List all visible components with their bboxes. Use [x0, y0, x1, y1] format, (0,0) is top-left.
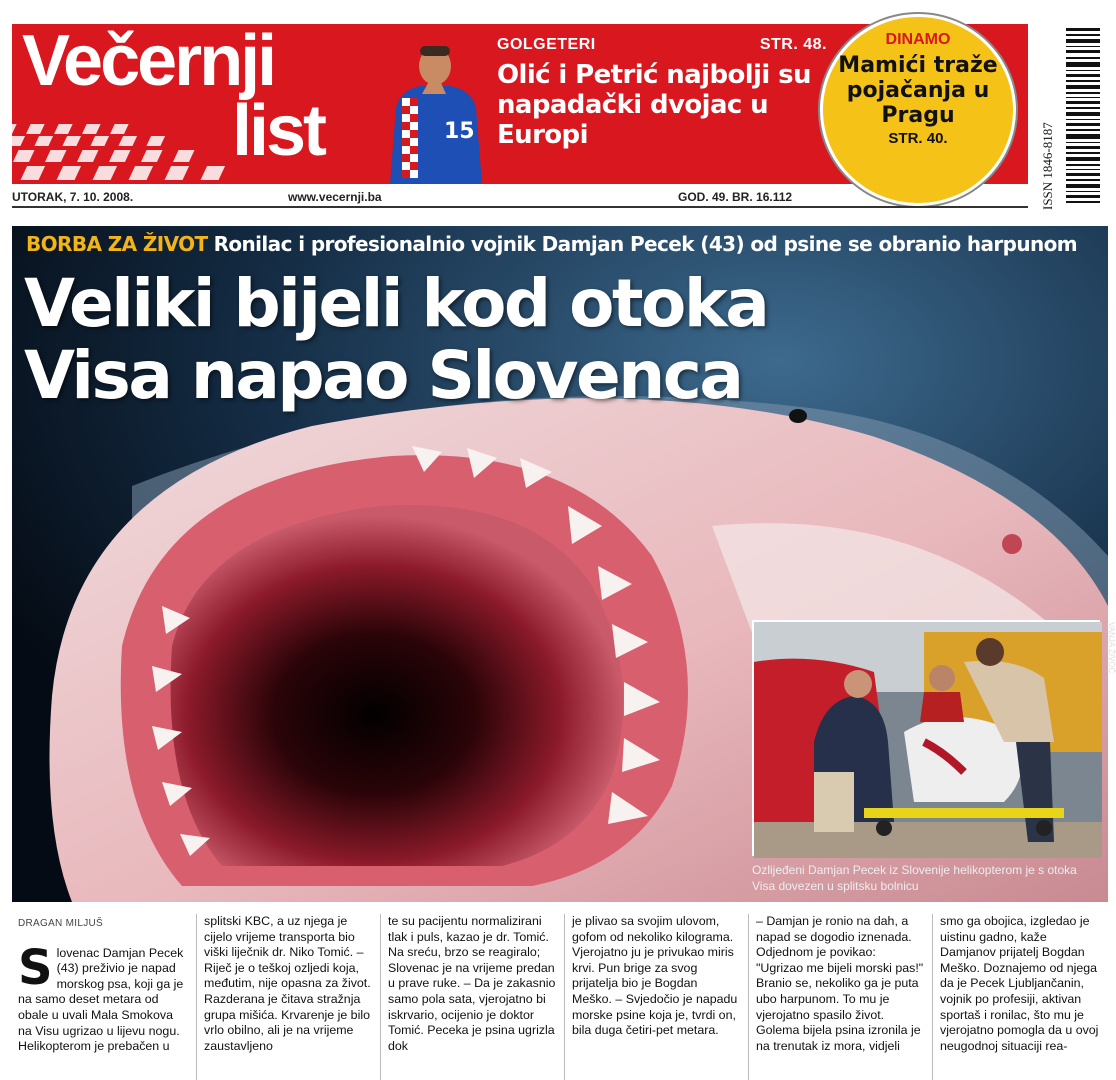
teaser-headline: Olić i Petrić najbolji su napadački dvojac u Europi [497, 60, 811, 150]
photo-caption: Ozlijeđeni Damjan Pecek iz Slovenije helikopterom je s otoka Visa dovezen u splitsku bolnicu [752, 863, 1077, 893]
article-column-2 [204, 914, 372, 1054]
column-divider [932, 914, 933, 1080]
main-headline[interactable] [24, 265, 768, 414]
football-player-photo [380, 38, 490, 184]
story-subhead: Ronilac i profesionalnio vojnik Damjan Pecek (43) od psine se obranio harpunom [213, 232, 1078, 256]
story-kicker: BORBA ZA ŽIVOT [26, 232, 208, 256]
column-divider [380, 914, 381, 1080]
rescue-photo [752, 620, 1100, 856]
article-column-5 [756, 914, 924, 1054]
badge-page: STR. 40. [888, 130, 948, 147]
shark-photo [12, 226, 1116, 902]
column-text-5: – Damjan je ronio na dah, a napad se dogodio iznenada. Odjednom je povikao: "Ugrizao me bijeli morski pas!" Branio se, nekoliko ga je puta ubo harpunom. To mu je vjerojatno spasilo život. Golema bijela psina izronila je na trenutak iz mora, vidjeli [756, 914, 924, 1053]
rescue-scene-illustration [754, 622, 1102, 858]
badge-kicker: DINAMO [885, 31, 951, 48]
column-divider [196, 914, 197, 1080]
article-body [18, 914, 1108, 1080]
website-link[interactable]: www.vecernji.ba [288, 190, 382, 204]
headline-line2: Visa napao Slovenca [24, 337, 742, 414]
headline-line1: Veliki bijeli kod otoka [24, 265, 768, 342]
info-bar [12, 186, 872, 208]
story-strap [26, 232, 1077, 256]
teaser[interactable] [497, 36, 827, 150]
article-column-1 [18, 914, 186, 1055]
dinamo-badge[interactable] [820, 14, 1016, 206]
article-column-6 [940, 914, 1100, 1054]
photo-credit: VANJA ŽIVOČ [1107, 622, 1116, 674]
badge-headline: Mamići traže pojačanja u Pragu [838, 53, 998, 128]
article-column-3 [388, 914, 556, 1054]
column-divider [564, 914, 565, 1080]
column-text-1: lovenac Damjan Pecek (43) preživio je napad morskog psa, koji ga je na samo deset metara od obale u uvali Mala Smokova na Visu ugrizao u lijevu nogu. Helikopterom je prebačen u [18, 945, 184, 1054]
column-text-6: smo ga obojica, izgledao je uistinu gadno, kaže Damjanov prijatelj Bogdan Meško. Doznajemo od njega da je Pecek Ljubljančanin, vojnik po profesiji, aktivan sportaš i ronilac, što mu je vjerojatno pomogla da u ovoj neugodnoj situaciji rea- [940, 914, 1099, 1053]
svg-text:15: 15 [444, 119, 475, 144]
teaser-page: STR. 48. [759, 36, 827, 53]
dropcap: S [18, 939, 53, 996]
issue-number: GOD. 49. BR. 16.112 [678, 190, 793, 204]
column-divider [748, 914, 749, 1080]
masthead-rule [12, 206, 1028, 208]
column-text-2: splitski KBC, a uz njega je cijelo vrijeme transporta bio viški liječnik dr. Niko Tomić. – Riječ je o teškoj ozljedi koja, međutim, nije opasna za život. Razderana je čitava stražnja grupa mišića. Krvarenje je bilo vrlo obilno, ali je na vrijeme zaustavljeno [204, 914, 371, 1053]
byline: DRAGAN MILJUŠ [18, 918, 104, 929]
issn-number: ISSN 1846-8187 [1040, 122, 1055, 210]
issue-date: UTORAK, 7. 10. 2008. [12, 190, 134, 204]
article-column-4 [572, 914, 740, 1039]
column-text-3: te su pacijentu normalizirani tlak i puls, kazao je dr. Tomić. Na sreću, brzo se reagiralo; Slovenac je na vrijeme predan u prave ruke. – Da je zakasnio samo pola sata, vjerojatno bi iskrvario, ocijenio je doktor Tomić. Peceka je psina ugrizla dok [388, 914, 556, 1053]
column-text-4: je plivao sa svojim ulovom, gofom od nekoliko kilograma. Vjerojatno ju je privukao miris krvi. Pun brige za svog prijatelja bio je Bogdan Meško. – Svjedočio je napadu morske psine koja je, tvrdi on, bila duga četiri-pet metara. [572, 914, 738, 1038]
logo-line1: Večernji [22, 21, 275, 101]
newspaper-logo[interactable] [22, 21, 325, 171]
teaser-kicker: GOLGETERI [497, 36, 596, 53]
logo-line2: list [232, 91, 325, 171]
